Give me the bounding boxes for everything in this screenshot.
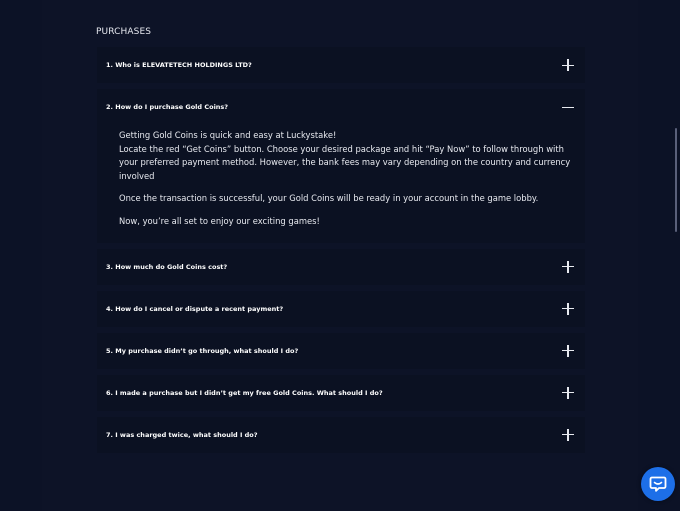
faq-question-6: 6. I made a purchase but I didn’t get my free Gold Coins. What should I do? — [106, 388, 383, 397]
chat-button[interactable] — [641, 467, 675, 501]
faq-item-3 — [97, 249, 585, 285]
answer-paragraph-2: Once the transaction is successful, your Gold Coins will be ready in your account in the game lobby. — [119, 193, 539, 204]
faq-item-2 — [97, 89, 585, 243]
faq-question-7: 7. I was charged twice, what should I do? — [106, 430, 258, 439]
faq-header-6[interactable] — [97, 375, 585, 411]
answer-line-steps: Locate the red “Get Coins” button. Choose your desired package and hit “Pay Now” to follow through with your preferred payment method. However, the bank fees may vary depending on the country and currency involved — [119, 143, 571, 181]
faq-header-1[interactable] — [97, 47, 585, 83]
faq-item-6 — [97, 375, 585, 411]
answer-line-intro: Getting Gold Coins is quick and easy at Luckystake! — [119, 130, 337, 140]
chat-bubble-icon — [649, 475, 667, 493]
faq-header-7[interactable] — [97, 417, 585, 453]
faq-item-7 — [97, 417, 585, 453]
faq-question-5: 5. My purchase didn’t go through, what should I do? — [106, 346, 299, 355]
plus-icon[interactable] — [562, 59, 574, 71]
faq-header-3[interactable] — [97, 249, 585, 285]
answer-paragraph-1 — [119, 129, 577, 183]
faq-question-4: 4. How do I cancel or dispute a recent payment? — [106, 304, 284, 313]
plus-icon[interactable] — [562, 429, 574, 441]
answer-paragraph-3: Now, you’re all set to enjoy our exciting games! — [119, 215, 320, 226]
faq-header-4[interactable] — [97, 291, 585, 327]
faq-item-1 — [97, 47, 585, 83]
faq-header-5[interactable] — [97, 333, 585, 369]
faq-question-2: 2. How do I purchase Gold Coins? — [106, 103, 229, 111]
plus-icon[interactable] — [562, 387, 574, 399]
faq-header-2[interactable] — [97, 89, 585, 125]
plus-icon[interactable] — [562, 303, 574, 315]
section-title: PURCHASES — [96, 27, 152, 37]
faq-item-5 — [97, 333, 585, 369]
minus-icon[interactable] — [562, 101, 574, 113]
faq-list — [97, 47, 585, 459]
faq-question-3: 3. How much do Gold Coins cost? — [106, 262, 228, 271]
scrollbar-thumb[interactable] — [675, 128, 677, 232]
faq-answer-2 — [97, 125, 585, 243]
plus-icon[interactable] — [562, 345, 574, 357]
faq-question-1: 1. Who is ELEVATETECH HOLDINGS LTD? — [106, 61, 252, 69]
faq-item-4 — [97, 291, 585, 327]
plus-icon[interactable] — [562, 261, 574, 273]
